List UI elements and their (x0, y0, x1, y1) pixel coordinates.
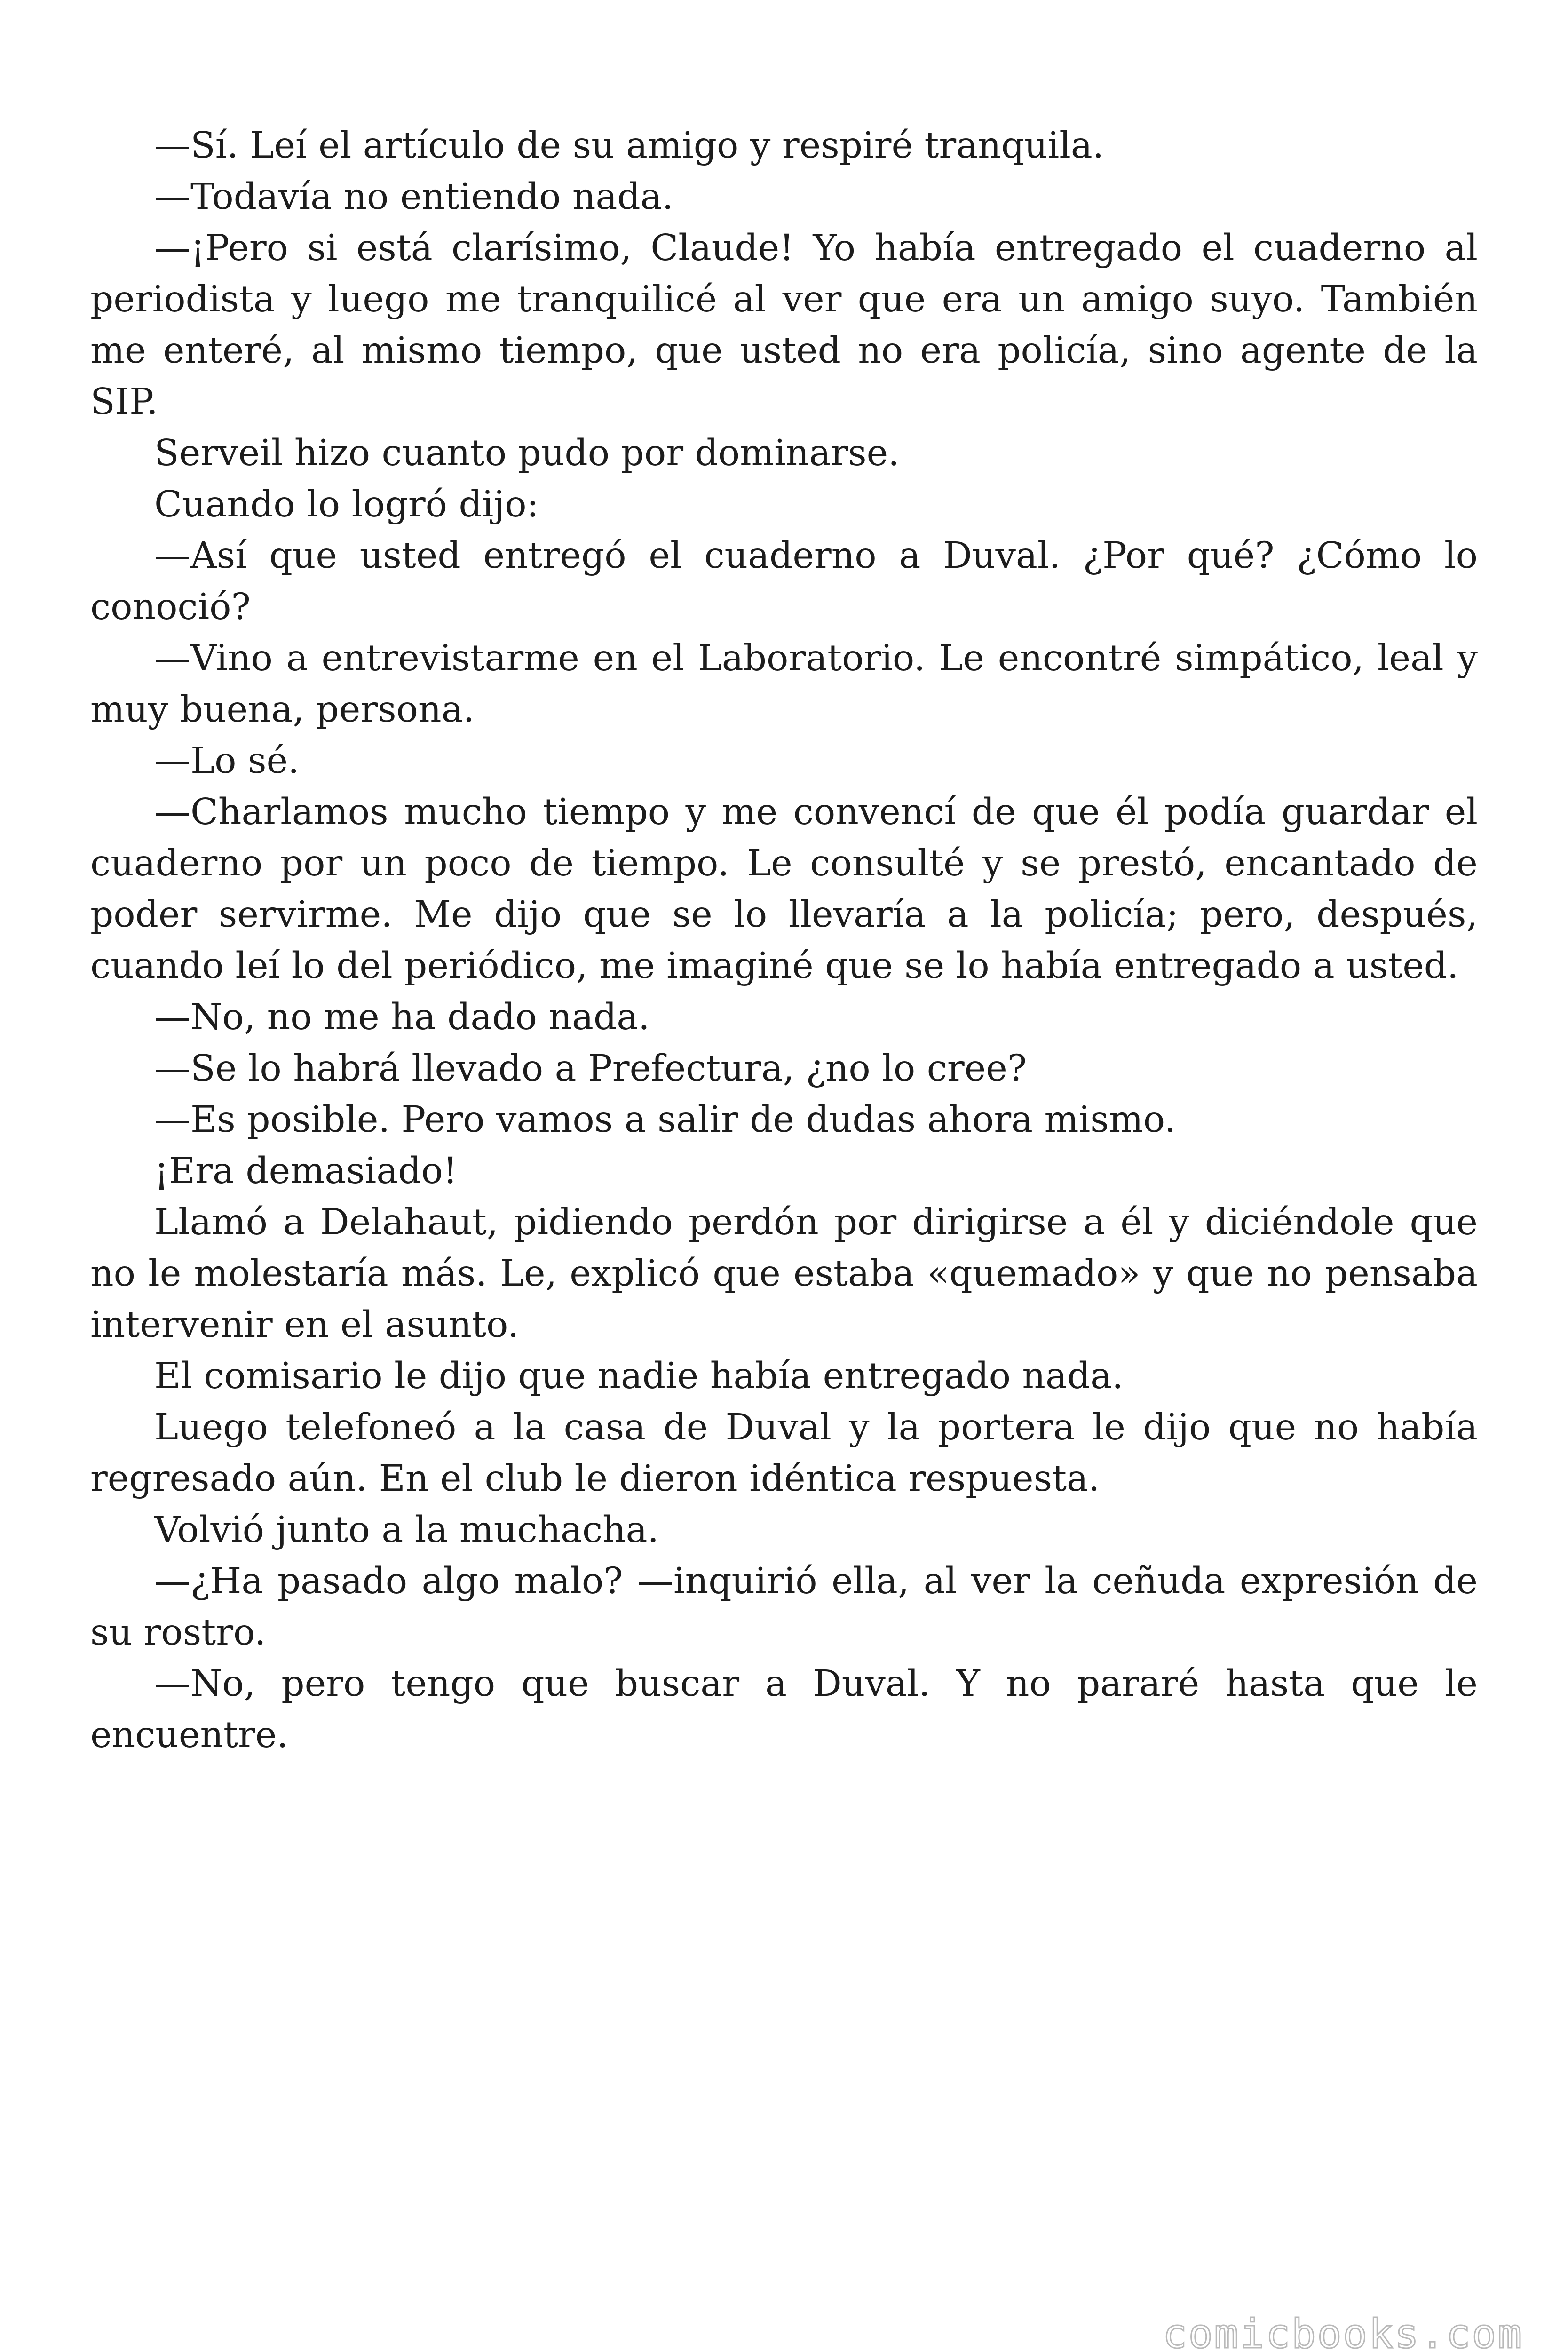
paragraph: Luego telefoneó a la casa de Duval y la portera le dijo que no había regresado aún. En el club le dieron idéntica respuesta. (90, 1406, 1478, 1500)
paragraph: —Charlamos mucho tiempo y me convencí de que él podía guardar el cuaderno por un poco de tiempo. Le consulté y se prestó, encantado de poder servirme. Me dijo que se lo llevaría a la policía; pero, después, cuando leí lo del periódico, me imaginé que se lo había entregado a usted. (90, 791, 1478, 987)
paragraph: —No, no me ha dado nada. (154, 996, 650, 1038)
paragraph: —¿Ha pasado algo malo? —inquirió ella, al ver la ceñuda expresión de su rostro. (90, 1560, 1478, 1653)
paragraph: El comisario le dijo que nadie había entregado nada. (154, 1355, 1124, 1397)
paragraph: Llamó a Delahaut, pidiendo perdón por dirigirse a él y diciéndole que no le molestaría más. Le, explicó que estaba «quemado» y que no pensaba intervenir en el asunto. (90, 1201, 1478, 1346)
paragraph: ¡Era demasiado! (154, 1150, 458, 1192)
paragraph: —Así que usted entregó el cuaderno a Duval. ¿Por qué? ¿Cómo lo conoció? (90, 535, 1478, 628)
paragraph: —Lo sé. (154, 740, 300, 782)
paragraph: —No, pero tengo que buscar a Duval. Y no pararé hasta que le encuentre. (90, 1663, 1478, 1756)
paragraph: —Es posible. Pero vamos a salir de dudas ahora mismo. (154, 1099, 1176, 1141)
body-text (90, 120, 1478, 1761)
paragraph: —Todavía no entiendo nada. (154, 176, 674, 218)
paragraph: —¡Pero si está clarísimo, Claude! Yo había entregado el cuaderno al periodista y luego me tranquilicé al ver que era un amigo suyo. También me enteré, al mismo tiempo, que usted no era policía, sino agente de la SIP. (90, 227, 1478, 423)
paragraph: Serveil hizo cuanto pudo por dominarse. (154, 432, 900, 474)
paragraph: Volvió junto a la muchacha. (154, 1509, 659, 1551)
watermark: comicbooks.com (1163, 2311, 1523, 2352)
paragraph: Cuando lo logró dijo: (154, 484, 539, 525)
paragraph: —Se lo habrá llevado a Prefectura, ¿no lo cree? (154, 1048, 1027, 1089)
paragraph: —Sí. Leí el artículo de su amigo y respiré tranquila. (154, 125, 1104, 167)
paragraph: —Vino a entrevistarme en el Laboratorio. Le encontré simpático, leal y muy buena, persona. (90, 637, 1478, 731)
